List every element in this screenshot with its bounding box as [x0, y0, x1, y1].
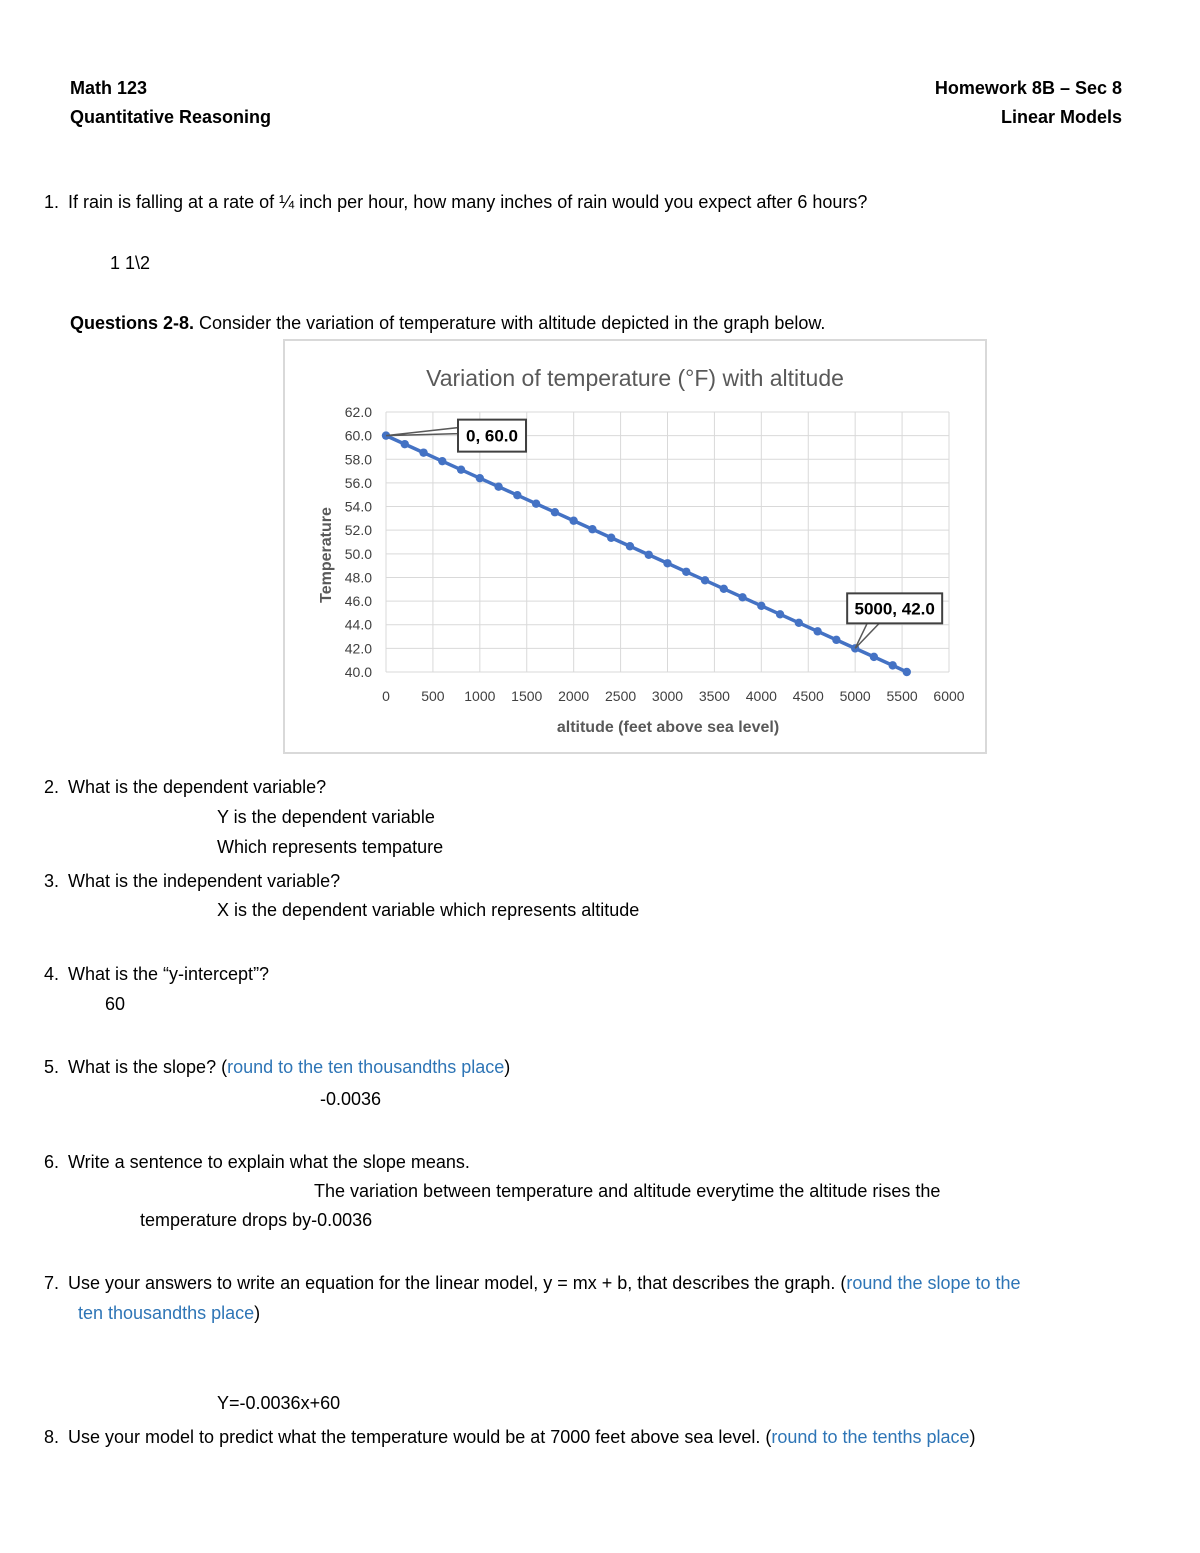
y-tick-label: 50.0	[344, 545, 372, 562]
question-number: 3.	[44, 871, 60, 891]
x-tick-label: 2000	[558, 688, 590, 704]
question-4	[44, 964, 269, 985]
question-8	[44, 1427, 976, 1448]
question-number: 7.	[44, 1273, 60, 1293]
answer-7: Y=-0.0036x+60	[217, 1393, 341, 1413]
question-6	[44, 1152, 470, 1173]
data-point	[569, 517, 577, 525]
close-paren: )	[504, 1057, 511, 1077]
question-7	[44, 1273, 1021, 1294]
answer-6-line-1: The variation between temperature and altitude everytime the altitude rises the	[314, 1181, 941, 1201]
callout-label: 0, 60.0	[466, 426, 518, 446]
data-point	[419, 448, 427, 456]
chart-svg	[285, 341, 985, 752]
data-point	[513, 491, 521, 499]
question-3	[44, 871, 340, 892]
y-tick-label: 46.0	[344, 593, 372, 610]
x-tick-label: 4000	[745, 688, 777, 704]
x-tick-label: 5000	[839, 688, 871, 704]
temperature-altitude-chart	[283, 339, 987, 754]
rounding-hint: round to the tenths place	[771, 1427, 970, 1447]
question-number: 6.	[44, 1152, 60, 1172]
close-paren: )	[254, 1303, 261, 1323]
question-number: 1.	[44, 192, 60, 212]
data-point	[738, 593, 746, 601]
data-point	[795, 619, 803, 627]
data-point	[832, 636, 840, 644]
question-text: Write a sentence to explain what the slope means.	[68, 1152, 470, 1172]
rounding-hint-continued: ten thousandths place	[78, 1303, 255, 1323]
close-paren: )	[969, 1427, 976, 1447]
rounding-hint: round to the ten thousandths place	[227, 1057, 505, 1077]
y-tick-label: 62.0	[344, 404, 372, 420]
answer-4: 60	[105, 994, 126, 1014]
answer-3: X is the dependent variable which represents altitude	[217, 900, 640, 920]
data-point	[701, 576, 709, 584]
x-tick-label: 5500	[886, 688, 918, 704]
answer-1: 1 1\2	[110, 253, 151, 273]
data-point	[663, 559, 671, 567]
data-point	[457, 465, 465, 473]
x-tick-label: 1000	[464, 688, 496, 704]
course-number: Math 123	[70, 78, 148, 98]
x-tick-label: 2500	[605, 688, 637, 704]
data-point	[682, 568, 690, 576]
data-point	[776, 610, 784, 618]
x-tick-label: 0	[382, 688, 390, 704]
data-point	[494, 482, 502, 490]
question-text: What is the independent variable?	[68, 871, 341, 891]
x-axis-label: altitude (feet above sea level)	[556, 719, 780, 736]
questions-intro	[70, 313, 825, 334]
question-number: 8.	[44, 1427, 60, 1447]
y-axis-label: Temperature	[318, 507, 335, 603]
callout-pointer	[386, 428, 458, 436]
data-point	[889, 661, 897, 669]
callout-label: 5000, 42.0	[854, 599, 935, 619]
data-point	[813, 627, 821, 635]
data-point	[438, 457, 446, 465]
data-point	[903, 668, 911, 676]
question-number: 5.	[44, 1057, 60, 1077]
y-tick-label: 40.0	[344, 664, 372, 680]
course-title: Quantitative Reasoning	[70, 107, 272, 127]
question-text: If rain is falling at a rate of ¼ inch per hour, how many inches of rain would you expect after 6 hours?	[68, 192, 868, 212]
x-tick-label: 1500	[511, 688, 543, 704]
question-7-continued	[78, 1303, 260, 1324]
y-tick-label: 42.0	[344, 640, 372, 657]
question-5	[44, 1057, 510, 1078]
x-tick-label: 3000	[651, 688, 684, 704]
intro-text: Consider the variation of temperature with altitude depicted in the graph below.	[194, 313, 826, 333]
data-point	[476, 474, 484, 482]
data-point	[607, 534, 615, 542]
data-point	[626, 542, 634, 550]
question-text: What is the “y-intercept”?	[68, 964, 270, 984]
y-tick-label: 58.0	[344, 451, 372, 468]
chart-title: Variation of temperature (°F) with altitude	[426, 365, 844, 391]
data-point	[401, 440, 409, 448]
intro-label: Questions 2-8.	[70, 313, 195, 333]
question-text: What is the slope? (	[68, 1057, 228, 1077]
data-point	[720, 585, 728, 593]
y-tick-label: 54.0	[344, 498, 372, 515]
answer-2-line-1: Y is the dependent variable	[217, 807, 435, 827]
data-point	[551, 508, 559, 516]
callout-pointer	[855, 623, 879, 648]
y-tick-label: 48.0	[344, 569, 372, 586]
rounding-hint: round the slope to the	[846, 1273, 1021, 1293]
answer-5: -0.0036	[320, 1089, 382, 1109]
question-1	[44, 192, 867, 213]
question-text: What is the dependent variable?	[68, 777, 327, 797]
y-tick-label: 60.0	[344, 427, 372, 444]
x-tick-label: 3500	[698, 688, 730, 704]
data-point	[757, 602, 765, 610]
question-number: 4.	[44, 964, 60, 984]
question-text: Use your answers to write an equation for the linear model, y = mx + b, that describes the graph. (	[68, 1273, 847, 1293]
answer-2-line-2: Which represents tempature	[217, 837, 444, 857]
y-tick-label: 52.0	[344, 522, 372, 539]
question-2	[44, 777, 326, 798]
data-point	[870, 653, 878, 661]
data-point	[588, 525, 596, 533]
y-tick-label: 56.0	[344, 474, 372, 491]
answer-6-line-2: temperature drops by-0.0036	[140, 1210, 373, 1230]
x-tick-label: 4500	[792, 688, 824, 704]
y-tick-label: 44.0	[344, 616, 372, 633]
data-point	[645, 551, 653, 559]
homework-title: Homework 8B – Sec 8	[934, 78, 1122, 98]
homework-topic: Linear Models	[1000, 107, 1122, 127]
x-tick-label: 6000	[933, 688, 965, 704]
question-text: Use your model to predict what the temperature would be at 7000 feet above sea level. (	[68, 1427, 772, 1447]
question-number: 2.	[44, 777, 60, 797]
x-tick-label: 500	[421, 688, 445, 704]
data-point	[532, 500, 540, 508]
